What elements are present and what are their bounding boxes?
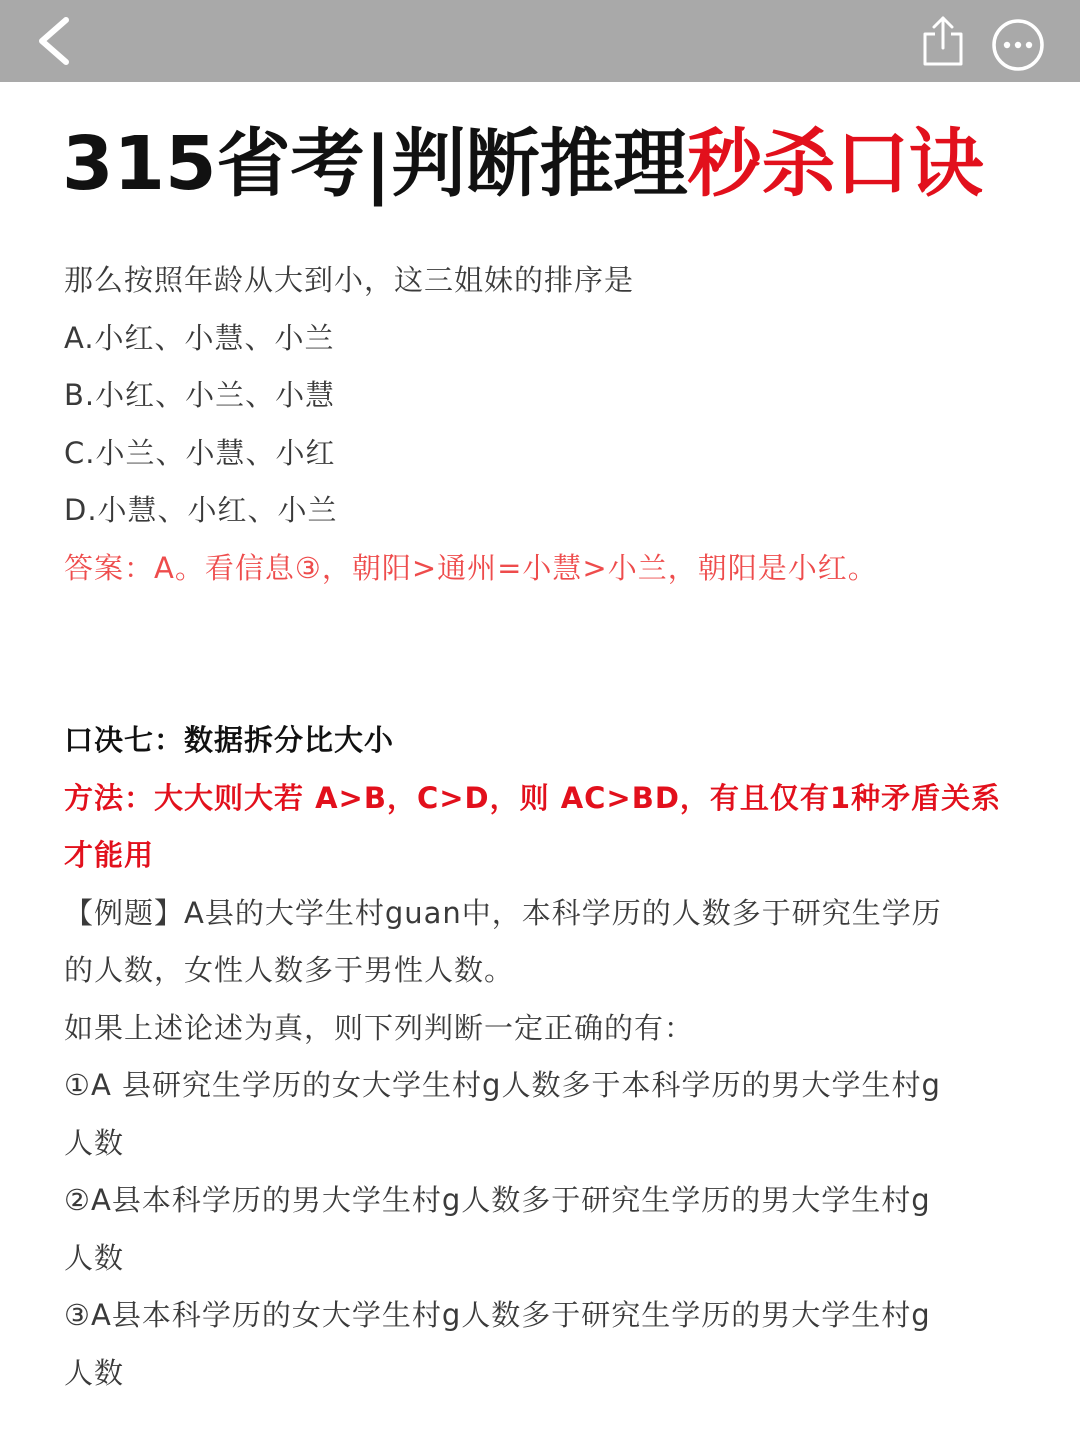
example-line: 【例题】A县的大学生村guan中，本科学历的人数多于研究生学历 bbox=[64, 895, 942, 930]
method-line: 才能用 bbox=[64, 838, 155, 872]
method-line: 方法：大大则大若 A>B，C>D，则 AC>BD，有且仅有1种矛盾关系 bbox=[64, 780, 1002, 815]
more-icon bbox=[990, 17, 1046, 73]
title-black-part: 315省考|判断推理 bbox=[62, 121, 688, 207]
title-red-part: 秒杀口诀 bbox=[687, 121, 984, 207]
statement-2: ②A县本科学历的男大学生村g人数多于研究生学历的男大学生村g bbox=[64, 1183, 931, 1217]
option-a: A.小红、小慧、小兰 bbox=[64, 320, 335, 355]
section-heading: 口决七：数据拆分比大小 bbox=[64, 723, 395, 757]
back-button[interactable] bbox=[28, 10, 88, 72]
statement-1-cont: 人数 bbox=[64, 1125, 125, 1160]
example-line: 的人数，女性人数多于男性人数。 bbox=[64, 953, 515, 987]
option-b: B.小红、小兰、小慧 bbox=[64, 378, 336, 412]
statement-2-cont: 人数 bbox=[64, 1240, 125, 1275]
chevron-left-icon bbox=[28, 10, 88, 72]
top-bar bbox=[0, 0, 1080, 82]
article-body bbox=[64, 252, 1024, 1402]
option-d: D.小慧、小红、小兰 bbox=[64, 493, 338, 527]
example-line: 如果上述论述为真，则下列判断一定正确的有： bbox=[64, 1010, 695, 1045]
share-button[interactable] bbox=[916, 12, 970, 70]
spacer bbox=[64, 597, 1024, 712]
statement-3-cont: 人数 bbox=[64, 1355, 125, 1390]
statement-1: ①A 县研究生学历的女大学生村g人数多于本科学历的男大学生村g bbox=[64, 1068, 941, 1102]
question-stem: 那么按照年龄从大到小，这三姐妹的排序是 bbox=[64, 263, 635, 297]
answer-text: 答案：A。看信息③，朝阳>通州=小慧>小兰，朝阳是小红。 bbox=[64, 550, 878, 585]
option-c: C.小兰、小慧、小红 bbox=[64, 435, 336, 470]
page-title bbox=[62, 112, 1042, 216]
more-button[interactable] bbox=[990, 17, 1046, 73]
statement-3: ③A县本科学历的女大学生村g人数多于研究生学历的男大学生村g bbox=[64, 1298, 931, 1332]
share-icon bbox=[916, 12, 970, 70]
